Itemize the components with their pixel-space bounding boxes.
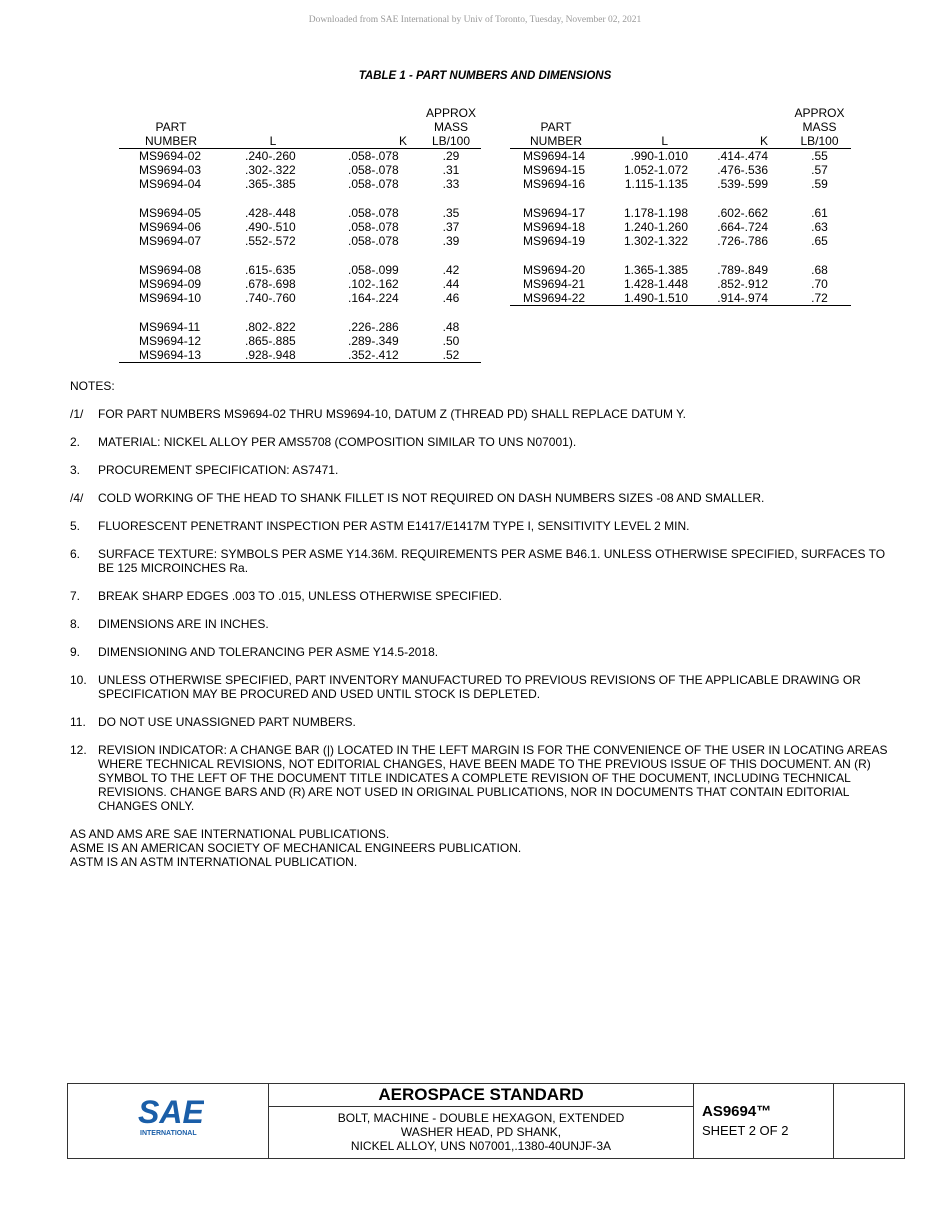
l-cell: .990-1.010: [630, 149, 688, 163]
l-cell: .928-.948: [245, 348, 296, 362]
k-cell: .058-.078: [348, 220, 399, 234]
k-cell: .058-.078: [348, 177, 399, 191]
table-row: [119, 206, 481, 220]
sheet-number: SHEET 2 OF 2: [702, 1123, 789, 1138]
mass-cell: .68: [811, 263, 828, 277]
k-cell: .164-.224: [348, 291, 399, 305]
mass-cell: .57: [811, 163, 828, 177]
k-cell: .539-.599: [717, 177, 768, 191]
header-l: L: [223, 104, 323, 149]
group-spacer: [510, 248, 851, 263]
mass-cell: .55: [811, 149, 828, 163]
note-number: 11.: [70, 715, 86, 729]
download-notice: Downloaded from SAE International by Univ of Toronto, Tuesday, November 02, 2021: [308, 15, 642, 25]
notes-list: [70, 407, 890, 813]
table-title: TABLE 1 - PART NUMBERS AND DIMENSIONS: [358, 70, 612, 82]
standard-heading: AEROSPACE STANDARD: [269, 1084, 693, 1107]
publications: [70, 827, 890, 869]
part-number-cell: MS9694-19: [523, 234, 586, 248]
sae-logo: [138, 1095, 204, 1140]
mass-cell: .37: [442, 220, 460, 234]
note-text: MATERIAL: NICKEL ALLOY PER AMS5708 (COMPOSITION SIMILAR TO UNS N07001).: [98, 435, 577, 449]
part-number-cell: MS9694-21: [523, 277, 586, 291]
table-row: [510, 277, 851, 291]
table-row: [510, 220, 851, 234]
mass-cell: .65: [811, 234, 828, 248]
part-number-cell: MS9694-15: [523, 163, 586, 177]
k-cell: .058-.099: [348, 263, 399, 277]
part-number-cell: MS9694-05: [139, 206, 202, 220]
note-item: [70, 645, 890, 659]
mass-cell: .33: [442, 177, 460, 191]
header-l: L: [602, 104, 700, 149]
table-row: [510, 149, 851, 164]
l-cell: .678-.698: [245, 277, 296, 291]
part-number-cell: MS9694-03: [139, 163, 202, 177]
group-spacer: [119, 305, 481, 320]
part-table-left: [119, 104, 481, 363]
part-number-cell: MS9694-10: [139, 291, 202, 305]
k-cell: .102-.162: [348, 277, 399, 291]
note-text: FLUORESCENT PENETRANT INSPECTION PER ASTM E1417/E1417M TYPE I, SENSITIVITY LEVEL 2 MIN.: [98, 519, 690, 533]
logo-cell: [68, 1084, 269, 1158]
l-cell: .240-.260: [245, 149, 296, 163]
note-text: DIMENSIONS ARE IN INCHES.: [98, 617, 269, 631]
note-number: 10.: [70, 673, 87, 687]
note-item: [70, 715, 890, 729]
note-item: [70, 673, 890, 701]
part-number-cell: MS9694-14: [523, 149, 586, 163]
note-number: 3.: [70, 463, 81, 477]
table-row: [119, 163, 481, 177]
group-spacer: [510, 191, 851, 206]
k-cell: .058-.078: [348, 206, 399, 220]
note-text: REVISION INDICATOR: A CHANGE BAR (|) LOCATED IN THE LEFT MARGIN IS FOR THE CONVENIENCE OF THE USER IN LOCATING AREAS WHERE TECHNICAL REVISIONS, NOT EDITORIAL CHANGES, HAVE BEEN MADE TO THE PREVIOUS ISSUE OF THIS DOCUMENT. AN (R) SYMBOL TO THE LEFT OF THE DOCUMENT TITLE INDICATES A COMPLETE REVISION OF THE DOCUMENT, INCLUDING TECHNICAL REVISIONS. CHANGE BARS AND (R) ARE NOT USED IN ORIGINAL PUBLICATIONS, NOR IN DOCUMENTS THAT CONTAIN EDITORIAL CHANGES ONLY.: [98, 743, 888, 813]
note-text: FOR PART NUMBERS MS9694-02 THRU MS9694-10, DATUM Z (THREAD PD) SHALL REPLACE DATUM Y.: [98, 407, 686, 421]
table-row: [510, 234, 851, 248]
l-cell: .802-.822: [245, 320, 296, 334]
mass-cell: .61: [811, 206, 828, 220]
publication-line: ASTM IS AN ASTM INTERNATIONAL PUBLICATION.: [70, 855, 358, 869]
title-cell: [269, 1084, 694, 1158]
table-filler: [510, 305, 851, 306]
k-cell: .414-.474: [717, 149, 768, 163]
note-item: [70, 519, 890, 533]
l-cell: 1.365-1.385: [623, 263, 688, 277]
l-cell: 1.178-1.198: [623, 206, 688, 220]
mass-cell: .63: [811, 220, 828, 234]
l-cell: 1.428-1.448: [623, 277, 688, 291]
part-number-cell: MS9694-09: [139, 277, 202, 291]
title-block: [67, 1083, 905, 1159]
header-k: K: [700, 104, 788, 149]
l-cell: .615-.635: [245, 263, 296, 277]
document-number: AS9694™: [702, 1103, 772, 1120]
publication-line: AS AND AMS ARE SAE INTERNATIONAL PUBLICATIONS.: [70, 827, 390, 841]
mass-cell: .42: [442, 263, 460, 277]
note-item: [70, 435, 890, 449]
note-number: 6.: [70, 547, 81, 561]
document-title: BOLT, MACHINE - DOUBLE HEXAGON, EXTENDED WASHER HEAD, PD SHANK, NICKEL ALLOY, UNS N07001,.1380-40UNJF-3A: [337, 1111, 625, 1153]
note-text: PROCUREMENT SPECIFICATION: AS7471.: [98, 463, 339, 477]
note-item: [70, 491, 890, 505]
mass-cell: .48: [442, 320, 460, 334]
part-number-cell: MS9694-04: [139, 177, 202, 191]
header-part-number: PART NUMBER: [510, 104, 602, 149]
part-number-cell: MS9694-12: [139, 334, 202, 348]
l-cell: 1.490-1.510: [623, 291, 688, 305]
mass-cell: .70: [811, 277, 828, 291]
blank-cell: [834, 1084, 904, 1158]
k-cell: .058-.078: [348, 149, 399, 163]
part-number-cell: MS9694-11: [139, 320, 201, 334]
header-k: K: [323, 104, 421, 149]
table-row: [510, 163, 851, 177]
l-cell: 1.240-1.260: [623, 220, 688, 234]
notes-heading: NOTES:: [70, 379, 115, 393]
l-cell: 1.052-1.072: [623, 163, 688, 177]
note-number: 2.: [70, 435, 81, 449]
table-row: [119, 263, 481, 277]
part-number-cell: MS9694-06: [139, 220, 202, 234]
l-cell: .302-.322: [245, 163, 296, 177]
number-cell: [694, 1084, 834, 1158]
note-item: [70, 547, 890, 575]
table-row: [510, 291, 851, 305]
note-number: 7.: [70, 589, 81, 603]
mass-cell: .31: [442, 163, 460, 177]
group-spacer: [119, 248, 481, 263]
svg-text:SAE: SAE: [138, 1095, 204, 1130]
k-cell: .226-.286: [348, 320, 399, 334]
k-cell: .058-.078: [348, 234, 399, 248]
k-cell: .726-.786: [717, 234, 768, 248]
part-number-cell: MS9694-07: [139, 234, 202, 248]
part-table-right: [510, 104, 851, 306]
mass-cell: .46: [442, 291, 460, 305]
header-mass: APPROX MASS LB/100: [788, 104, 851, 149]
l-cell: .428-.448: [245, 206, 296, 220]
table-row: [119, 177, 481, 191]
k-cell: .664-.724: [717, 220, 768, 234]
table-row: [119, 234, 481, 248]
table-row: [510, 177, 851, 191]
l-cell: .740-.760: [245, 291, 296, 305]
k-cell: .352-.412: [348, 348, 399, 362]
note-text: DO NOT USE UNASSIGNED PART NUMBERS.: [98, 715, 356, 729]
note-item: [70, 617, 890, 631]
part-number-cell: MS9694-16: [523, 177, 586, 191]
header-part-number: PART NUMBER: [119, 104, 223, 149]
table-row: [119, 320, 481, 334]
note-number: /1/: [70, 407, 84, 421]
table-row: [119, 220, 481, 234]
note-item: [70, 407, 890, 421]
mass-cell: .52: [442, 348, 460, 362]
l-cell: .490-.510: [245, 220, 296, 234]
mass-cell: .59: [811, 177, 828, 191]
table-row: [119, 334, 481, 348]
svg-text:INTERNATIONAL: INTERNATIONAL: [140, 1130, 197, 1137]
note-number: /4/: [70, 491, 84, 505]
note-item: [70, 589, 890, 603]
publication-line: ASME IS AN AMERICAN SOCIETY OF MECHANICAL ENGINEERS PUBLICATION.: [70, 841, 522, 855]
table-row: [510, 263, 851, 277]
table-row: [119, 277, 481, 291]
part-number-cell: MS9694-17: [523, 206, 586, 220]
note-number: 8.: [70, 617, 81, 631]
header-mass: APPROX MASS LB/100: [421, 104, 481, 149]
mass-cell: .35: [442, 206, 460, 220]
k-cell: .476-.536: [717, 163, 768, 177]
part-number-cell: MS9694-20: [523, 263, 586, 277]
part-number-cell: MS9694-13: [139, 348, 202, 362]
mass-cell: .39: [442, 234, 460, 248]
note-number: 9.: [70, 645, 81, 659]
k-cell: .789-.849: [717, 263, 768, 277]
part-number-cell: MS9694-08: [139, 263, 202, 277]
part-number-cell: MS9694-22: [523, 291, 586, 305]
table-row: [119, 291, 481, 305]
group-spacer: [119, 191, 481, 206]
l-cell: 1.115-1.135: [624, 177, 688, 191]
k-cell: .602-.662: [717, 206, 768, 220]
note-text: UNLESS OTHERWISE SPECIFIED, PART INVENTORY MANUFACTURED TO PREVIOUS REVISIONS OF THE APPLICABLE DRAWING OR SPECIFICATION MAY BE PROCURED AND USED UNTIL STOCK IS DEPLETED.: [98, 673, 861, 701]
table-row: [510, 206, 851, 220]
l-cell: .865-.885: [245, 334, 296, 348]
mass-cell: .50: [442, 334, 460, 348]
part-number-cell: MS9694-02: [139, 149, 202, 163]
note-text: COLD WORKING OF THE HEAD TO SHANK FILLET IS NOT REQUIRED ON DASH NUMBERS SIZES -08 AND SMALLER.: [98, 491, 765, 505]
k-cell: .852-.912: [717, 277, 768, 291]
k-cell: .289-.349: [348, 334, 399, 348]
note-text: DIMENSIONING AND TOLERANCING PER ASME Y14.5-2018.: [98, 645, 439, 659]
mass-cell: .29: [442, 149, 460, 163]
l-cell: 1.302-1.322: [623, 234, 688, 248]
table-row: [119, 348, 481, 363]
mass-cell: .44: [442, 277, 460, 291]
l-cell: .552-.572: [245, 234, 296, 248]
l-cell: .365-.385: [245, 177, 296, 191]
k-cell: .914-.974: [717, 291, 768, 305]
k-cell: .058-.078: [348, 163, 399, 177]
part-number-cell: MS9694-18: [523, 220, 586, 234]
note-text: SURFACE TEXTURE: SYMBOLS PER ASME Y14.36M. REQUIREMENTS PER ASME B46.1. UNLESS OTHERWISE SPECIFIED, SURFACES TO BE 125 MICROINCHES Ra.: [98, 547, 886, 575]
table-row: [119, 149, 481, 164]
note-item: [70, 743, 890, 813]
note-number: 5.: [70, 519, 81, 533]
note-text: BREAK SHARP EDGES .003 TO .015, UNLESS OTHERWISE SPECIFIED.: [98, 589, 502, 603]
note-item: [70, 463, 890, 477]
note-number: 12.: [70, 743, 87, 757]
mass-cell: .72: [811, 291, 828, 305]
notes-section: [70, 379, 890, 869]
